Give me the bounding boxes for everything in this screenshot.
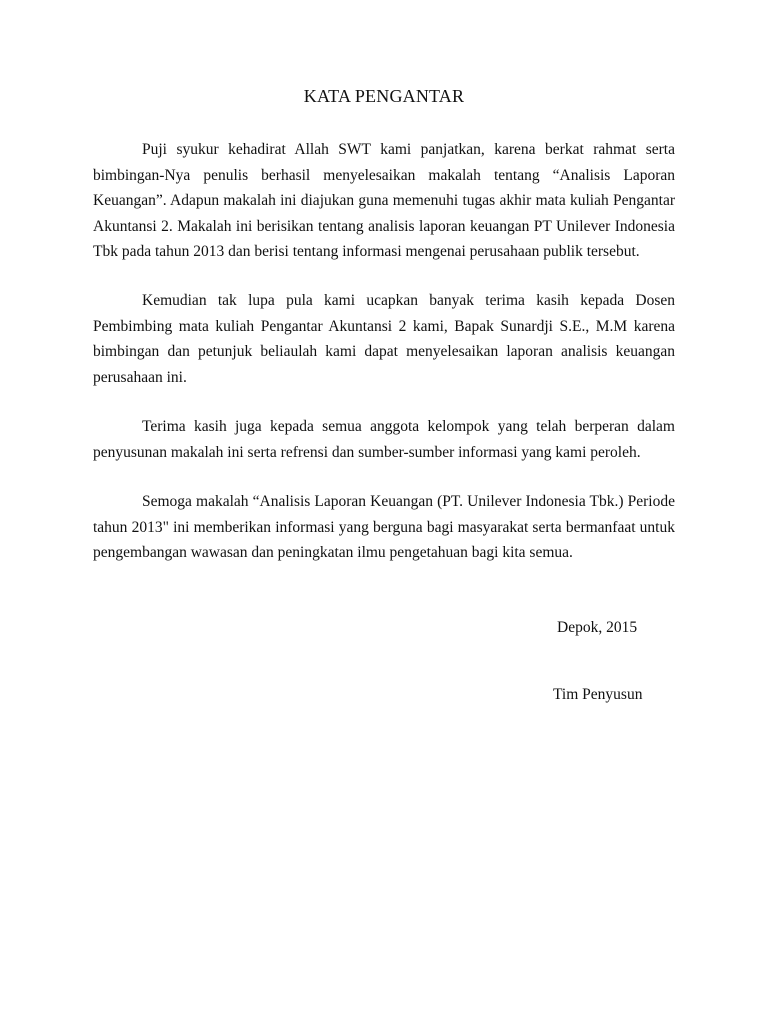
paragraph-thanks-lecturer: Kemudian tak lupa pula kami ucapkan banyak terima kasih kepada Dosen Pembimbing mata kuliah Pengantar Akuntansi 2 kami, Bapak Sunardji S.E., M.M karena bimbingan dan petunjuk beliaulah kami dapat menyelesaikan laporan analisis keuangan perusahaan ini. <box>93 292 675 386</box>
place-date: Depok, 2015 <box>557 619 638 636</box>
paragraph-gratitude: Puji syukur kehadirat Allah SWT kami panjatkan, karena berkat rahmat serta bimbingan-Nya penulis berhasil menyelesaikan makalah tentang “Analisis Laporan Keuangan”. Adapun makalah ini diajukan guna memenuhi tugas akhir mata kuliah Pengantar Akuntansi 2. Makalah ini berisikan tentang analisis laporan keuangan PT Unilever Indonesia Tbk pada tahun 2013 dan berisi tentang informasi mengenai perusahaan publik tersebut. <box>93 141 675 260</box>
paragraph-closing: Semoga makalah “Analisis Laporan Keuangan (PT. Unilever Indonesia Tbk.) Periode tahun 2013" ini memberikan informasi yang berguna bagi masyarakat serta bermanfaat untuk pengembangan wawasan dan peningkatan ilmu pengetahuan bagi kita semua. <box>93 493 675 561</box>
page-title: KATA PENGANTAR <box>303 86 465 106</box>
signer: Tim Penyusun <box>553 686 643 703</box>
paragraph-thanks-group: Terima kasih juga kepada semua anggota kelompok yang telah berperan dalam penyusunan makalah ini serta refrensi dan sumber-sumber informasi yang kami peroleh. <box>93 418 675 461</box>
